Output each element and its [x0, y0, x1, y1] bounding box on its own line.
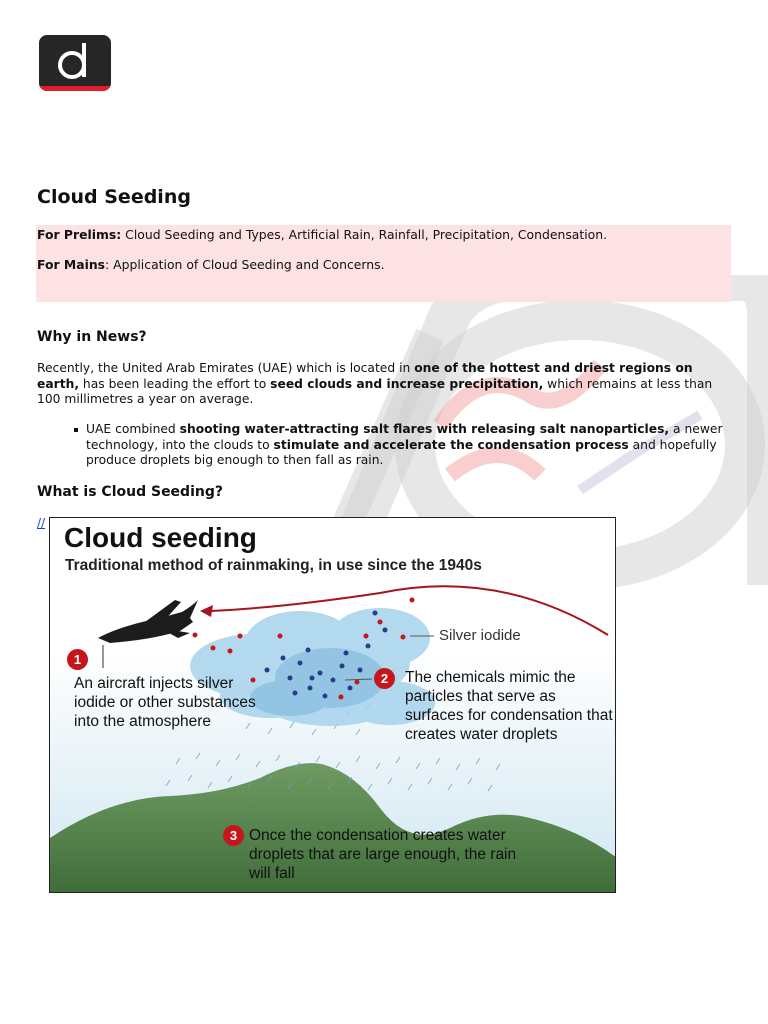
page-title: Cloud Seeding — [37, 186, 191, 208]
site-logo[interactable] — [39, 35, 111, 91]
mains-text: : Application of Cloud Seeding and Concerns. — [105, 257, 385, 272]
what-is-heading: What is Cloud Seeding? — [37, 484, 223, 500]
bullet-marker — [74, 428, 78, 432]
silver-iodide-label: Silver iodide — [439, 627, 521, 644]
news-text-2: has been leading the effort to — [79, 376, 271, 391]
cloud-seeding-infographic — [49, 517, 616, 893]
bullet-bold-2: stimulate and accelerate the condensation process — [273, 437, 629, 452]
news-bullet — [86, 422, 746, 469]
why-in-news-heading: Why in News? — [37, 329, 147, 345]
infographic-subtitle: Traditional method of rainmaking, in use since the 1940s — [65, 557, 482, 574]
step-2-badge: 2 — [374, 668, 395, 689]
prelims-text: Cloud Seeding and Types, Artificial Rain, Rainfall, Precipitation, Condensation. — [121, 227, 608, 242]
infographic-title: Cloud seeding — [64, 522, 257, 553]
news-paragraph — [37, 361, 737, 408]
step-1-badge: 1 — [67, 649, 88, 670]
logo-accent-bar — [39, 86, 111, 91]
logo-d-icon — [39, 35, 111, 91]
step-1-text: An aircraft injects silver iodide or other substances into the atmosphere — [74, 675, 256, 730]
mains-line — [37, 257, 385, 272]
image-link[interactable]: // — [37, 516, 46, 530]
step-3-badge: 3 — [223, 825, 244, 846]
step-2-text: The chemicals mimic the particles that serve as surfaces for condensation that creates water droplets — [405, 669, 613, 743]
news-bold-1: one of the hottest and driest regions on earth, — [37, 361, 693, 391]
prelims-label: For Prelims: — [37, 227, 122, 242]
step-3-text: Once the condensation creates water droplets that are large enough, the rain will fall — [249, 827, 517, 882]
prelims-line — [37, 227, 607, 242]
mains-label: For Mains — [37, 257, 106, 272]
news-text-1: Recently, the United Arab Emirates (UAE) which is located in — [37, 361, 415, 375]
bullet-text-3: and hopefully produce droplets big enough to then fall as rain. — [86, 437, 717, 467]
bullet-bold-1: shooting water-attracting salt flares with releasing salt nanoparticles, — [179, 422, 670, 436]
bullet-text-2: a newer technology, into the clouds to — [86, 422, 723, 452]
syllabus-box — [36, 225, 731, 302]
news-bold-2: seed clouds and increase precipitation, — [270, 376, 544, 391]
bullet-text-1: UAE combined — [86, 422, 180, 436]
news-text-3: which remains at less than 100 millimetres a year on average. — [37, 376, 713, 406]
